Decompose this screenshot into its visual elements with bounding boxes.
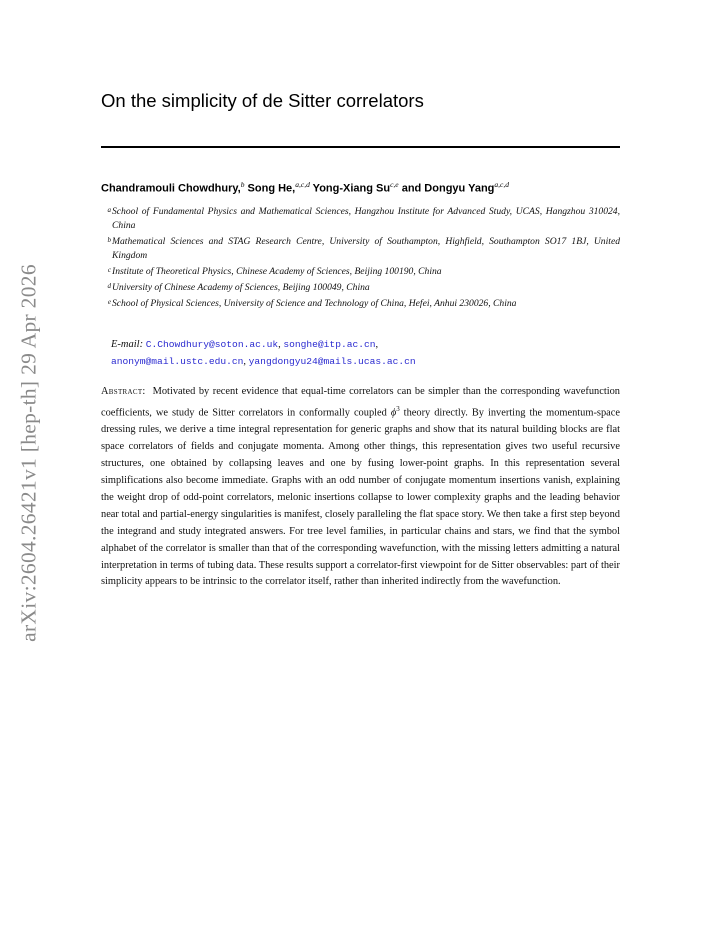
email-link[interactable]: songhe@itp.ac.cn bbox=[283, 339, 376, 350]
affiliation-mark: c bbox=[107, 266, 111, 274]
affiliation-list bbox=[101, 205, 620, 313]
abstract bbox=[101, 384, 620, 591]
affiliation bbox=[101, 297, 620, 311]
arxiv-identifier bbox=[14, 258, 44, 648]
affiliation-text: School of Fundamental Physics and Mathematical Sciences, Hangzhou Institute for Advanced Study, UCAS, Hangzhou 310024, China bbox=[112, 206, 620, 231]
affiliation-mark: a bbox=[107, 206, 111, 214]
author-name: Yong-Xiang Su bbox=[309, 182, 391, 195]
paper-title: On the simplicity of de Sitter correlators bbox=[101, 90, 424, 111]
email-line: anonym@mail.ustc.edu.cn, yangdongyu24@mails.ucas.ac.cn bbox=[111, 356, 416, 367]
abstract-heading: Abstract: bbox=[101, 386, 146, 397]
email-label: E-mail: bbox=[111, 339, 144, 350]
abstract-text: theory directly. By inverting the momentum-space dressing rules, we derive a time integral representation for generic graphs and show that its natural building blocks are flat space correlators of fields and conjugate momenta. Among other things, this representation gives two useful recursive structures, one obtained by collapsing leaves and one by fusing lower-point graphs. In this representation several simplifications also become immediate. Graphs with an odd number of conjugate momentum insertions vanish, explaining the weight drop of odd-point correlators, melonic insertions collapse to lower complexity graphs and the leading behavior near total and partial-energy singularities is manifest, closely paralleling the flat space story. We then take a first step beyond the integrand and study integrated answers. For tree level families, in particular chains and stars, we find that the symbol alphabet of the correlator is smaller than that of the corresponding wavefunction, with the missing letters admitting a natural interpretation in terms of tubing data. These results support a correlator-first viewpoint for de Sitter observables: part of their simplicity appears to be intrinsic to the correlator itself, rather than inherited indirectly from the wavefunction. bbox=[101, 407, 620, 588]
phi-symbol: ϕ bbox=[390, 407, 397, 419]
author-affiliation-mark: a,c,d bbox=[295, 180, 310, 189]
email-link[interactable]: C.Chowdhury@soton.ac.uk bbox=[145, 339, 279, 350]
abstract-text: Motivated by recent evidence that equal-time correlators can be simpler than the corresponding wavefunction coefficients, we study de Sitter correlators in conformally coupled bbox=[101, 386, 620, 419]
affiliation-text: School of Physical Sciences, University of Science and Technology of China, Hefei, Anhui 230026, China bbox=[112, 298, 517, 309]
author-list bbox=[101, 180, 509, 195]
author-affiliation-mark: c,e bbox=[390, 180, 399, 189]
author-name: Chandramouli Chowdhury, bbox=[101, 182, 241, 195]
affiliation-mark: e bbox=[107, 298, 111, 306]
author-name: Song He, bbox=[244, 182, 296, 195]
title-rule bbox=[101, 146, 620, 148]
email-line: E-mail: C.Chowdhury@soton.ac.uk, songhe@itp.ac.cn, bbox=[111, 339, 379, 350]
affiliation bbox=[101, 235, 620, 263]
author-name: and Dongyu Yang bbox=[398, 182, 495, 195]
phi-power: 3 bbox=[396, 404, 400, 413]
arxiv-id-text: arXiv:2604.26421v1 [hep-th] 29 Apr 2026 bbox=[16, 264, 41, 642]
author-affiliation-mark: a,c,d bbox=[494, 180, 509, 189]
affiliation-mark: b bbox=[107, 236, 111, 244]
affiliation-text: Mathematical Sciences and STAG Research Centre, University of Southampton, Highfield, Southampton SO17 1BJ, United Kingdom bbox=[112, 236, 620, 261]
affiliation-mark: d bbox=[107, 282, 111, 290]
affiliation bbox=[101, 265, 620, 279]
email-link[interactable]: anonym@mail.ustc.edu.cn bbox=[111, 356, 244, 367]
affiliation bbox=[101, 205, 620, 233]
author-affiliation-mark: b bbox=[240, 180, 245, 189]
affiliation bbox=[101, 281, 620, 295]
affiliation-text: University of Chinese Academy of Sciences, Beijing 100049, China bbox=[112, 282, 370, 293]
email-block bbox=[111, 336, 416, 370]
email-link[interactable]: yangdongyu24@mails.ucas.ac.cn bbox=[248, 356, 416, 367]
affiliation-text: Institute of Theoretical Physics, Chinese Academy of Sciences, Beijing 100190, China bbox=[112, 266, 442, 277]
